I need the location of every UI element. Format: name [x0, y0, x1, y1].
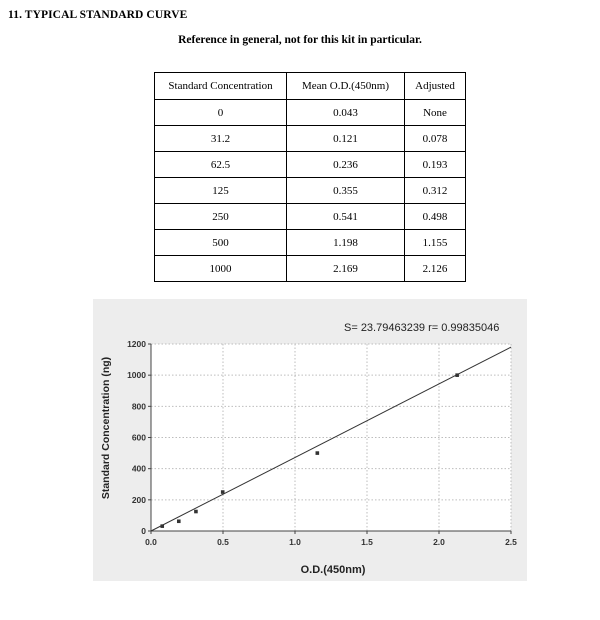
chart-svg [93, 299, 527, 581]
table-header-row [155, 73, 466, 100]
y-tick-label: 800 [131, 401, 146, 412]
table-cell: 500 [155, 230, 287, 256]
table-row [155, 100, 466, 126]
table-row [155, 256, 466, 282]
table-cell: 0.355 [287, 178, 405, 204]
subtitle: Reference in general, not for this kit in particular. [178, 34, 422, 46]
table-cell: 1000 [155, 256, 287, 282]
x-tick-label: 0.5 [217, 537, 229, 547]
table-cell: 0.121 [287, 126, 405, 152]
table-cell: 0 [155, 100, 287, 126]
y-axis-label: Standard Concentration (ng) [100, 356, 112, 500]
data-point [455, 373, 459, 377]
data-point [221, 490, 225, 494]
x-tick-label: 2.0 [433, 537, 445, 547]
section-title: 11. TYPICAL STANDARD CURVE [8, 9, 188, 21]
table-cell: 1.155 [405, 230, 466, 256]
x-axis-label: O.D.(450nm) [300, 564, 366, 576]
standard-curve-chart [93, 299, 527, 581]
column-header: Mean O.D.(450nm) [287, 73, 405, 100]
column-header: Standard Concentration [155, 73, 287, 100]
column-header: Adjusted [405, 73, 466, 100]
table-cell: 0.312 [405, 178, 466, 204]
table-row [155, 152, 466, 178]
standard-table [154, 72, 466, 282]
table-cell: 125 [155, 178, 287, 204]
table-row [155, 230, 466, 256]
table-row [155, 178, 466, 204]
data-point [177, 519, 181, 523]
x-tick-label: 2.5 [505, 537, 517, 547]
table-cell: 2.126 [405, 256, 466, 282]
data-point [316, 451, 320, 455]
table-cell: 1.198 [287, 230, 405, 256]
y-tick-label: 400 [131, 463, 146, 474]
table-cell: 0.498 [405, 204, 466, 230]
table-cell: 0.541 [287, 204, 405, 230]
y-tick-label: 1200 [127, 339, 146, 349]
table-cell: None [405, 100, 466, 126]
x-tick-label: 1.0 [289, 537, 301, 547]
x-tick-label: 1.5 [361, 537, 373, 547]
table-cell: 0.078 [405, 126, 466, 152]
regression-annotation: S= 23.79463239 r= 0.99835046 [344, 322, 500, 334]
table-row [155, 126, 466, 152]
table-cell: 0.193 [405, 152, 466, 178]
y-tick-label: 200 [131, 494, 146, 505]
data-point [160, 524, 164, 528]
standard-table-grid [154, 72, 466, 282]
table-cell: 2.169 [287, 256, 405, 282]
table-cell: 31.2 [155, 126, 287, 152]
data-point [194, 510, 198, 514]
y-tick-label: 600 [131, 432, 146, 443]
table-cell: 0.236 [287, 152, 405, 178]
y-tick-label: 0 [141, 526, 146, 536]
table-row [155, 204, 466, 230]
table-cell: 62.5 [155, 152, 287, 178]
table-cell: 250 [155, 204, 287, 230]
table-cell: 0.043 [287, 100, 405, 126]
y-tick-label: 1000 [127, 370, 146, 381]
x-tick-label: 0.0 [145, 537, 157, 547]
